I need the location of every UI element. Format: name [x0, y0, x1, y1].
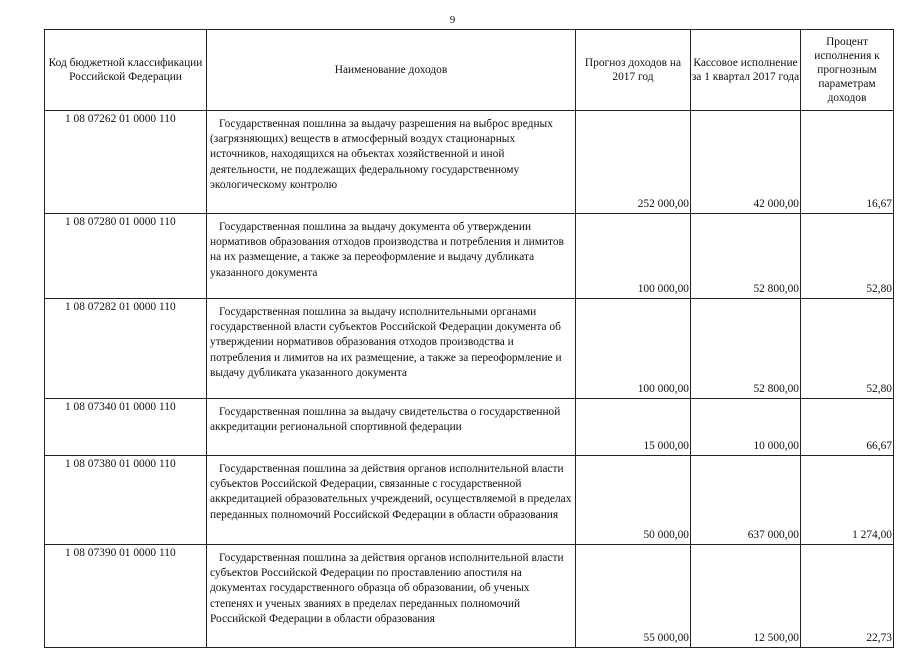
- page-number: 9: [449, 14, 456, 26]
- cell-name: [207, 111, 576, 214]
- cell-percent: 1 274,00: [801, 456, 894, 545]
- header-code: Код бюджетной классификации Российской Федерации: [45, 30, 207, 111]
- table-row: [45, 456, 894, 545]
- cell-executed: 52 800,00: [691, 214, 801, 299]
- cell-code: 1 08 07262 01 0000 110: [45, 111, 207, 214]
- cell-code: 1 08 07282 01 0000 110: [45, 299, 207, 399]
- cell-name-text: Государственная пошлина за действия органов исполнительной власти субъектов Российской Федерации по проставлению апостиля на документах государственного образца об образовании, об ученых степенях и ученых званиях в пределах переданных полномочий Российской Федерации в области образования: [210, 552, 564, 625]
- header-executed: Кассовое исполнение за 1 квартал 2017 года: [691, 30, 801, 111]
- cell-forecast: 252 000,00: [576, 111, 691, 214]
- cell-executed: 637 000,00: [691, 456, 801, 545]
- cell-percent: 22,73: [801, 545, 894, 648]
- cell-percent: 16,67: [801, 111, 894, 214]
- cell-percent: 66,67: [801, 399, 894, 456]
- cell-name-text: Государственная пошлина за выдачу документа об утверждении нормативов образования отходов производства и потребления и лимитов на их размещение, а также за переоформление и выдачу дубликата указанного документа: [210, 221, 564, 279]
- cell-percent: 52,80: [801, 299, 894, 399]
- header-forecast: Прогноз доходов на 2017 год: [576, 30, 691, 111]
- cell-name-text: Государственная пошлина за действия органов исполнительной власти субъектов Российской Федерации, связанные с государственной аккредитацией образовательных учреждений, осуществляемой в пределах переданных полномочий Российской Федерации в области образования: [210, 463, 572, 521]
- cell-forecast: 50 000,00: [576, 456, 691, 545]
- cell-code: 1 08 07280 01 0000 110: [45, 214, 207, 299]
- table-row: [45, 111, 894, 214]
- header-percent: Процент исполнения к прогнозным параметрам доходов: [801, 30, 894, 111]
- table-row: [45, 399, 894, 456]
- cell-forecast: 100 000,00: [576, 214, 691, 299]
- cell-code: 1 08 07380 01 0000 110: [45, 456, 207, 545]
- cell-forecast: 15 000,00: [576, 399, 691, 456]
- cell-name-text: Государственная пошлина за выдачу разрешения на выброс вредных (загрязняющих) веществ в атмосферный воздух стационарных источников, находящихся на объектах хозяйственной и иной деятельности, не подлежащих федеральному государственному экологическому контролю: [210, 118, 553, 191]
- cell-executed: 12 500,00: [691, 545, 801, 648]
- table-row: [45, 299, 894, 399]
- cell-name-text: Государственная пошлина за выдачу исполнительными органами государственной власти субъектов Российской Федерации документа об утверждении нормативов образования отходов производства и потребления и лимитов на их размещение, а также за переоформление и выдачу дубликата указанного документа: [210, 306, 562, 379]
- cell-name: [207, 299, 576, 399]
- cell-code: 1 08 07390 01 0000 110: [45, 545, 207, 648]
- cell-executed: 52 800,00: [691, 299, 801, 399]
- cell-forecast: 100 000,00: [576, 299, 691, 399]
- cell-name: [207, 456, 576, 545]
- table-row: [45, 545, 894, 648]
- cell-forecast: 55 000,00: [576, 545, 691, 648]
- cell-percent: 52,80: [801, 214, 894, 299]
- cell-name: [207, 214, 576, 299]
- revenue-table: [44, 29, 894, 648]
- cell-name: [207, 545, 576, 648]
- cell-code: 1 08 07340 01 0000 110: [45, 399, 207, 456]
- cell-name: [207, 399, 576, 456]
- cell-executed: 42 000,00: [691, 111, 801, 214]
- cell-name-text: Государственная пошлина за выдачу свидетельства о государственной аккредитации региональной спортивной федерации: [210, 406, 561, 434]
- table-row: [45, 214, 894, 299]
- cell-executed: 10 000,00: [691, 399, 801, 456]
- table-header-row: [45, 30, 894, 111]
- header-name: Наименование доходов: [207, 30, 576, 111]
